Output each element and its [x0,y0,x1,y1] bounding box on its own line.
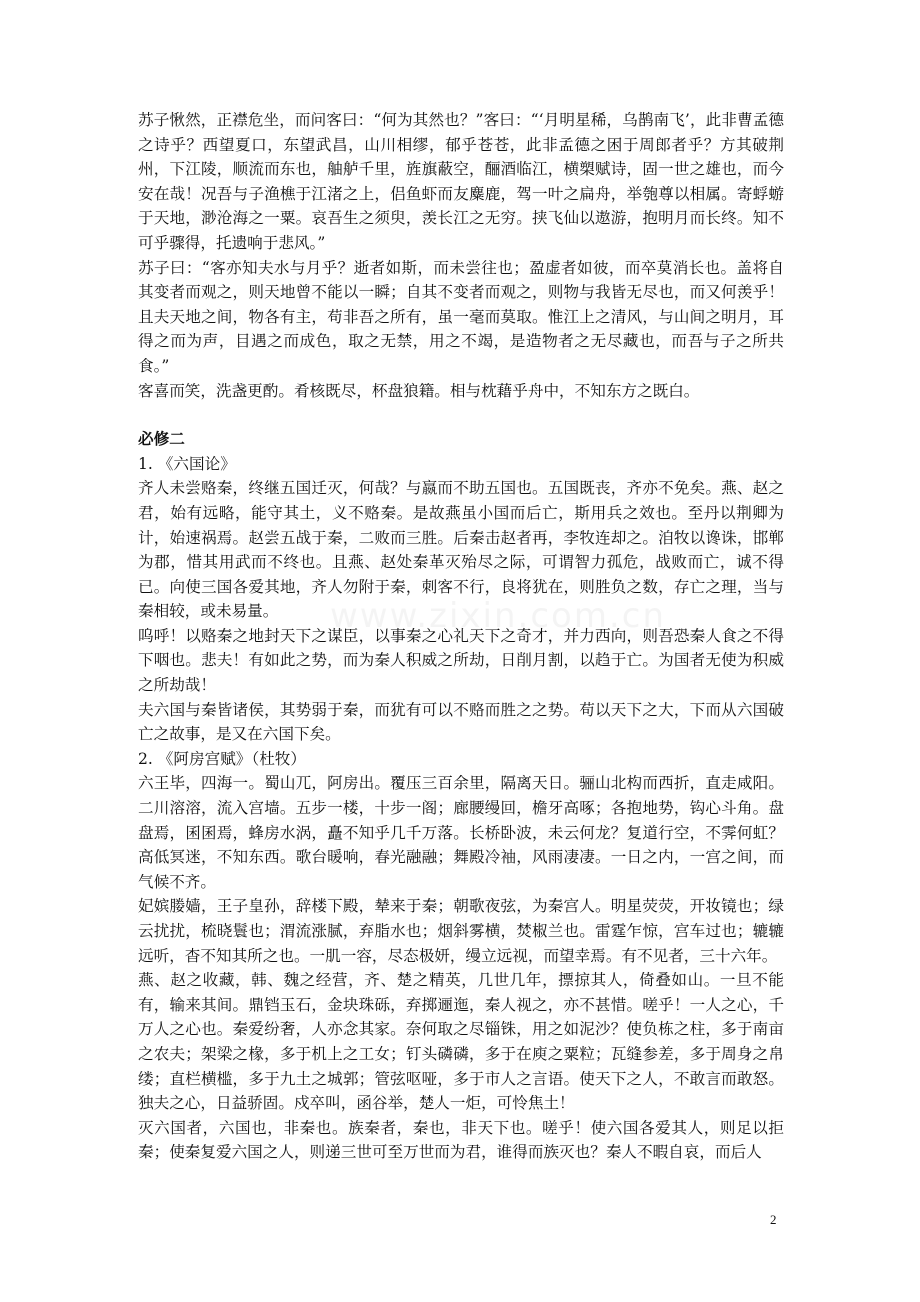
chibi-paragraph-1: 苏子愀然，正襟危坐，而问客曰：“何为其然也？”客曰：“‘月明星稀，乌鹊南飞’，此非曹孟德之诗乎？西望夏口，东望武昌，山川相缪，郁乎苍苍，此非孟德之困于周郎者乎？方其破荆州，下江陵，顺流而东也，舳舻千里，旌旗蔽空，酾酒临江，横槊赋诗，固一世之雄也，而今安在哉！况吾与子渔樵于江渚之上，侣鱼虾而友麋鹿，驾一叶之扁舟，举匏尊以相属。寄蜉蝣于天地，渺沧海之一粟。哀吾生之须臾，羡长江之无穷。挟飞仙以遨游，抱明月而长终。知不可乎骤得，托遗响于悲风。” [138,111,784,252]
item-title-liuguolun: 1. 《六国论》 [138,454,236,473]
chibi-paragraph-3: 客喜而笑，洗盏更酌。肴核既尽，杯盘狼籍。相与枕藉乎舟中，不知东方之既白。 [138,381,700,400]
epanggongfu-paragraph-1: 六王毕，四海一。蜀山兀，阿房出。覆压三百余里，隔离天日。骊山北构而西折，直走咸阳。二川溶溶，流入宫墙。五步一楼，十步一阁；廊腰缦回，檐牙高啄；各抱地势，钩心斗角。盘盘焉，囷囷焉，蜂房水涡，矗不知乎几千万落。长桥卧波，未云何龙？复道行空，不霁何虹？高低冥迷，不知东西。歌台暖响，春光融融；舞殿冷袖，风雨凄凄。一日之内，一宫之间，而气候不齐。 [138,774,784,891]
liuguolun-paragraph-1: 齐人未尝赂秦，终继五国迁灭，何哉？与嬴而不助五国也。五国既丧，齐亦不免矣。燕、赵之君，始有远略，能守其土，义不赂秦。是故燕虽小国而后亡，斯用兵之效也。至丹以荆卿为计，始速祸焉。赵尝五战于秦，二败而三胜。后秦击赵者再，李牧连却之。洎牧以谗诛，邯郸为郡，惜其用武而不终也。且燕、赵处秦革灭殆尽之际，可谓智力孤危，战败而亡，诚不得已。向使三国各爱其地，齐人勿附于秦，刺客不行，良将犹在，则胜负之数，存亡之理，当与秦相较，或未易量。 [138,479,784,621]
epanggongfu-paragraph-4: 灭六国者，六国也，非秦也。族秦者，秦也，非天下也。嗟乎！使六国各爱其人，则足以拒秦；使秦复爱六国之人，则递三世可至万世而为君，谁得而族灭也？秦人不暇自哀，而后人 [138,1118,784,1162]
watermark-text: www.zixin.com.cn [330,596,666,636]
section-spacer [138,403,784,427]
liuguolun-paragraph-3: 夫六国与秦皆诸侯，其势弱于秦，而犹有可以不赂而胜之之势。苟以天下之大，下而从六国破亡之故事，是又在六国下矣。 [138,700,784,744]
page-number: 2 [770,1212,777,1227]
liuguolun-paragraph-2: 呜呼！以赂秦之地封天下之谋臣，以事秦之心礼天下之奇才，并力西向，则吾恐秦人食之不得下咽也。悲夫！有如此之势，而为秦人积威之所劫，日削月割，以趋于亡。为国者无使为积威之所劫哉！ [138,626,784,695]
chibi-paragraph-2: 苏子曰：“客亦知夫水与月乎？逝者如斯，而未尝往也；盈虚者如彼，而卒莫消长也。盖将自其变者而观之，则天地曾不能以一瞬；自其不变者而观之，则物与我皆无尽也，而又何羡乎！且夫天地之间，物各有主，苟非吾之所有，虽一毫而莫取。惟江上之清风，与山间之明月，耳得之而为声，目遇之而成色，取之无禁，用之不竭，是造物者之无尽藏也，而吾与子之所共食。” [138,258,784,375]
item-title-epanggongfu: 2. 《阿房宫赋》（杜牧） [138,749,306,768]
document-body [138,108,784,1165]
epanggongfu-paragraph-3: 燕、赵之收藏，韩、魏之经营，齐、楚之精英，几世几年，摽掠其人，倚叠如山。一旦不能有，输来其间。鼎铛玉石，金块珠砾，弃掷逦迤，秦人视之，亦不甚惜。嗟乎！一人之心，千万人之心也。秦爱纷奢，人亦念其家。奈何取之尽锱铢，用之如泥沙？使负栋之柱，多于南亩之农夫；架梁之椽，多于机上之工女；钉头磷磷，多于在庾之粟粒；瓦缝参差，多于周身之帛缕；直栏横槛，多于九土之城郭；管弦呕哑，多于市人之言语。使天下之人，不敢言而敢怒。独夫之心，日益骄固。戍卒叫，函谷举，楚人一炬，可怜焦土！ [138,971,784,1113]
epanggongfu-paragraph-2: 妃嫔媵嫱，王子皇孙，辞楼下殿，辇来于秦；朝歌夜弦，为秦宫人。明星荧荧，开妆镜也；绿云扰扰，梳晓鬟也；渭流涨腻，弃脂水也；烟斜雾横，焚椒兰也。雷霆乍惊，宫车过也；辘辘远听，杳不知其所之也。一肌一容，尽态极妍，缦立远视，而望幸焉。有不见者，三十六年。 [138,897,784,965]
section-title-bixiu-2: 必修二 [138,429,185,449]
